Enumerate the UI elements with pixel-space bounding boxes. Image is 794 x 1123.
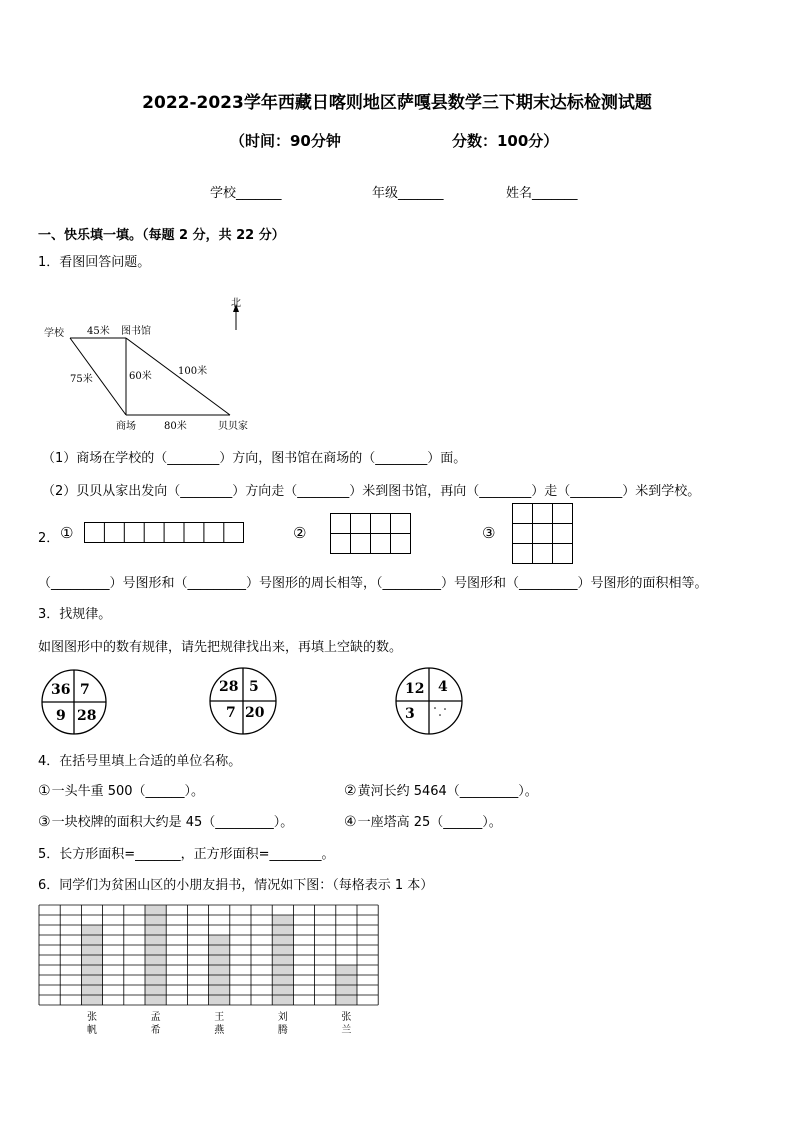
page-title: 2022-2023学年西藏日喀则地区萨嘎县数学三下期末达标检测试题 [142, 93, 652, 113]
category-label: 腾 [277, 1025, 288, 1036]
home-label: 贝贝家 [218, 421, 248, 432]
category-label: 刘 [277, 1012, 288, 1023]
book-donation-chart [38, 904, 383, 1040]
mark-a: ① [38, 783, 51, 799]
north-label: 北 [231, 298, 241, 309]
grade-field[interactable]: 年级_______ [372, 186, 444, 201]
library-label: 图书馆 [121, 326, 151, 337]
question-2-prompt: 2． [38, 531, 60, 546]
exam-score: 分数：100分） [452, 132, 559, 150]
shape-1-mark: ① [60, 524, 74, 542]
distance-mall-home: 80米 [164, 421, 187, 432]
category-label: 孟 [150, 1012, 161, 1023]
mark-d: ④ [344, 814, 357, 830]
shape-2-mark: ② [293, 524, 307, 542]
school-field[interactable]: 学校_______ [210, 186, 282, 201]
circle-2-bottom-left: 7 [226, 705, 236, 721]
circle-1-bottom-right: 28 [77, 708, 97, 724]
school-label: 学校 [44, 328, 64, 339]
question-6-prompt: 6．同学们为贫困山区的小朋友捐书，情况如下图：（每格表示 1 本） [38, 878, 434, 893]
bar-4 [272, 915, 293, 1005]
circle-2-bottom-right: 20 [245, 705, 265, 721]
category-label: 兰 [341, 1025, 352, 1036]
question-4-d [344, 811, 502, 830]
question-3-prompt: 3．找规律。 [38, 607, 112, 622]
category-label: 帆 [87, 1025, 97, 1036]
exam-time: （时间：90分钟 [230, 132, 341, 150]
question-4-c [38, 811, 293, 830]
distance-library-home: 100米 [178, 366, 208, 377]
category-label: 张 [341, 1012, 352, 1023]
mall-label: 商场 [116, 421, 136, 432]
shape-1-grid [84, 522, 244, 544]
category-label: 王 [214, 1012, 225, 1023]
section-heading: 一、快乐填一填。（每题 2 分，共 22 分） [38, 228, 285, 243]
shape-3-mark: ③ [482, 524, 496, 542]
question-2-answer-line: （_________）号图形和（_________）号图形的周长相等，（_________）号图形和（_________）号图形的面积相等。 [38, 576, 708, 591]
circle-2-top-right: 5 [249, 679, 259, 695]
question-1-prompt: 1．看图回答问题。 [38, 255, 151, 270]
question-4-c-text: 一块校牌的面积大约是 45（_________）。 [51, 815, 294, 830]
circle-3-bottom-left: 3 [405, 706, 415, 722]
question-5: 5．长方形面积=_______，正方形面积=________。 [38, 847, 335, 862]
mark-c: ③ [38, 814, 51, 830]
category-label: 希 [150, 1025, 161, 1036]
category-label: 张 [87, 1012, 97, 1023]
circle-1-top-right: 7 [80, 682, 90, 698]
circle-3-top-left: 12 [405, 681, 425, 697]
question-4-b [344, 780, 538, 799]
pattern-circle-2 [208, 666, 280, 738]
distance-school-library: 45米 [87, 326, 110, 337]
question-4-a [38, 780, 204, 799]
question-4-a-text: 一头牛重 500（______）。 [51, 784, 205, 799]
circle-1-bottom-left: 9 [56, 708, 66, 724]
circle-1-top-left: 36 [51, 682, 71, 698]
bar-3 [209, 935, 230, 1005]
pattern-circle-3 [394, 666, 466, 738]
question-4-d-text: 一座塔高 25（______）。 [357, 815, 502, 830]
question-3-description: 如图图形中的数有规律，请先把规律找出来，再填上空缺的数。 [38, 640, 403, 655]
shape-2-grid [330, 513, 412, 555]
question-4-b-text: 黄河长约 5464（_________）。 [357, 784, 538, 799]
distance-library-mall: 60米 [129, 371, 152, 382]
pattern-circle-1 [40, 668, 110, 738]
category-label: 燕 [214, 1025, 225, 1036]
question-1-part-2: （2）贝贝从家出发向（________）方向走（________）米到图书馆，再向（________）走（________）米到学校。 [42, 484, 701, 499]
circle-3-top-right: 4 [438, 679, 448, 695]
direction-map [38, 290, 298, 435]
mark-b: ② [344, 783, 357, 799]
name-field[interactable]: 姓名_______ [506, 186, 578, 201]
distance-school-mall: 75米 [70, 374, 93, 385]
question-1-part-1: （1）商场在学校的（________）方向，图书馆在商场的（________）面。 [42, 451, 467, 466]
circle-2-top-left: 28 [219, 679, 239, 695]
question-4-prompt: 4．在括号里填上合适的单位名称。 [38, 754, 242, 769]
shape-3-grid [512, 503, 574, 565]
